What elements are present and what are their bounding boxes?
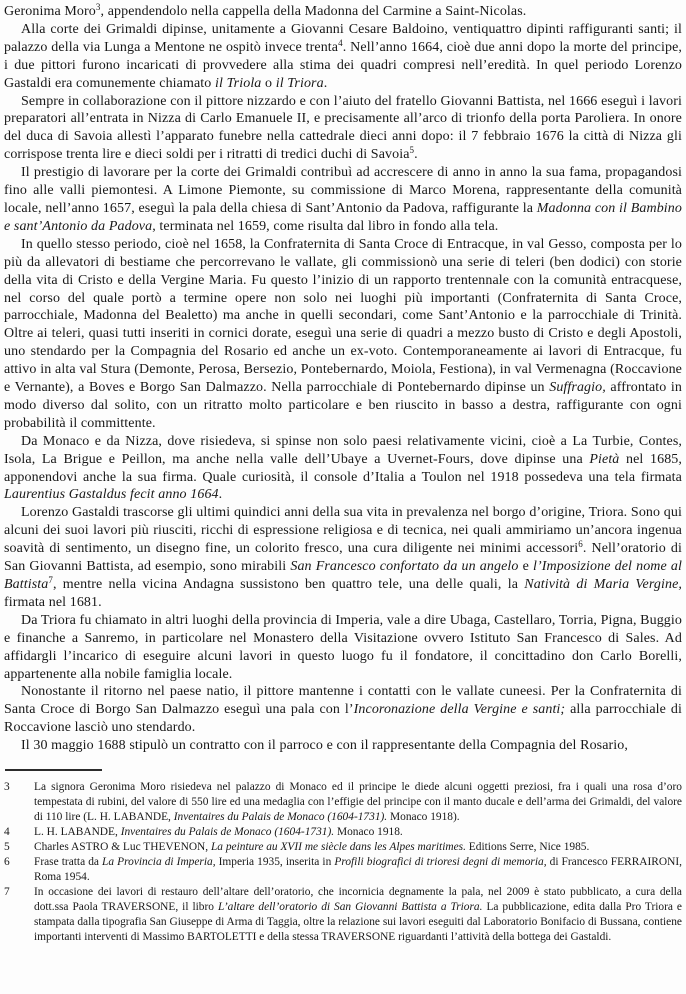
paragraph [4, 683, 682, 737]
text-segment: Geronima Moro [4, 4, 96, 19]
paragraph [4, 93, 682, 165]
text-segment: L’altare dell’oratorio di San Giovanni Battista a Triora. [217, 901, 483, 914]
footnote-number: 5 [4, 841, 10, 854]
footnote-marker: 4 [338, 37, 343, 48]
text-segment: Il 30 maggio 1688 stipulò un contratto con il parroco e con il rappresentante della Compagnia del Rosario, [21, 738, 629, 754]
footnote-number: 7 [4, 886, 10, 899]
text-segment: Suffragio, [549, 380, 606, 396]
text-segment: Lorenzo Gastaldi trascorse gli ultimi quindici anni della sua vita in prevalenza nel borgo d’origine, Triora. Sono qui alcuni dei suoi lavori più riusciti, ricchi di espressione religiosa e di tecnica, nei quali ammiriamo un’ancora ingenua soavità di sentimento, un disegno fine, un colorito fresco, una cura diligente nei minimi accessori [4, 505, 682, 557]
paragraph [4, 3, 682, 21]
text-segment: Pietà [589, 451, 620, 467]
text-segment: Monaco 1918. [334, 826, 403, 839]
text-segment: . Nell’anno 1664, cioè due anni dopo la morte del principe, i due pittori furono incaricati di provvedere alla stima dei quadri compresi nell’eredità. In quel periodo Lorenzo Gastaldi era comunemente chiamato [4, 39, 683, 91]
footnote-marker: 3 [95, 2, 101, 12]
text-segment: , mentre nella vicina Andagna sussistono ben quattro tele, una delle quali, la [52, 577, 525, 592]
text-segment: . [218, 487, 223, 503]
text-segment: La peinture au XVII me siècle dans les Alpes maritimes. [210, 841, 466, 854]
paragraph [4, 164, 682, 236]
text-segment: Alla corte dei Grimaldi dipinse, unitamente a Giovanni Cesare Baldoino, ventiquattro dipinti raffiguranti santi; il palazzo della via Lunga a Mentone ne ospitò invece trenta [4, 21, 682, 55]
footnote-text [34, 780, 682, 825]
paragraph [4, 737, 682, 755]
footnote-marker: 5 [409, 145, 415, 156]
footnote [4, 885, 682, 945]
text-segment: Madonna con il Bambino e sant’Antonio da Padova [4, 200, 682, 234]
text-segment: o [261, 75, 276, 91]
footnote [4, 840, 682, 855]
text-segment: Editions Serre, Nice 1985. [465, 841, 590, 854]
paragraph [4, 21, 682, 93]
paragraph [4, 236, 682, 433]
text-segment: La pubblicazione, edita dalla Pro Triora e stampata dalla tipografia San Giuseppe di Arma di Taggia, oltre la relazione sui lavori eseguiti dal Laboratorio Bonifacio di Bussana, contiene importanti interventi di Massimo BARTOLETTI e della stessa TRAVERSONE riguardanti l’attività della bottega dei Gastaldi. [34, 901, 682, 944]
text-segment: affrontato in modo diverso dal solito, con un ritratto molto particolare e ben riuscito in basso a destra, raffigurante con ogni probabilità il committente. [4, 380, 682, 431]
paragraph [4, 433, 682, 505]
text-segment: il Triola [214, 75, 262, 91]
footnote [4, 780, 682, 825]
body-text [4, 3, 682, 755]
text-segment: Il prestigio di lavorare per la corte dei Grimaldi contribuì ad accrescere di anno in anno la sua fama, propagandosi fino alle valli piemontesi. A Limone Piemonte, su commissione di Marco Morena, rappresentante della comunità locale, nell’anno 1657, eseguì la pala della chiesa di Sant’Antonio da Padova, raffigurante la [4, 165, 682, 216]
text-segment: Nonostante il ritorno nel paese natio, il pittore mantenne i contatti con le vallate cuneesi. Per la Confraternita di Santa Croce di Borgo San Dalmazzo eseguì una pala con l’ [4, 684, 682, 718]
text-segment: In occasione dei lavori di restauro dell’altare dell’oratorio, che incornicia degnamente la pala, nel 2009 è stato pubblicato, a cura della dott.ssa Paola TRAVERSONE, il libro [34, 886, 682, 914]
footnote [4, 855, 682, 885]
footnote [4, 825, 682, 840]
text-segment: Inventaires du Palais de Monaco (1604-1731). [120, 826, 335, 839]
paragraph [4, 504, 682, 611]
text-segment: Inventaires du Palais de Monaco (1604-1731). [173, 811, 388, 824]
text-segment: Natività di Maria Vergine, [524, 577, 682, 592]
text-segment: . [414, 147, 418, 163]
text-segment: L. H. LABANDE, [34, 826, 121, 839]
footnote-text [34, 825, 682, 840]
text-segment: Charles ASTRO & Luc THEVENON, [34, 841, 211, 854]
text-segment: . [323, 75, 328, 91]
footnote-number: 6 [4, 856, 10, 869]
footnote-marker: 7 [48, 575, 53, 585]
text-segment: , terminata nel 1659, come risulta dal libro in fondo alla tela. [152, 218, 499, 234]
text-segment: La signora Geronima Moro risiedeva nel palazzo di Monaco ed il principe le diede alcuni oggetti preziosi, fra i quali una rosa d’oro tempestata di rubini, del valore di 550 lire ed una medaglia con l’effigie del principe con il manto ducale e dell’arma dei Grimaldi, del valore di 110 lire (L. H. LABANDE, [34, 781, 682, 824]
text-segment: , appendendolo nella cappella della Madonna del Carmine a Saint-Nicolas. [100, 4, 527, 19]
text-segment: Laurentius Gastaldus fecit anno 1664 [4, 487, 219, 503]
text-segment: . Nell’oratorio di San Giovanni Battista, ad esempio, sono mirabili [4, 541, 682, 575]
text-segment: Monaco 1918). [387, 811, 460, 824]
footnote-number: 3 [4, 781, 10, 794]
text-segment: Imperia 1935, inserita in [215, 856, 335, 869]
footnotes-section [4, 780, 682, 945]
footnote-separator-rule [5, 769, 102, 771]
text-segment: firmata nel 1681. [4, 594, 102, 610]
text-segment: e [518, 559, 534, 575]
text-segment: La Provincia di Imperia, [102, 856, 216, 869]
text-segment: alla parrocchiale di Roccavione lasciò uno stendardo. [4, 702, 682, 736]
text-segment: di Francesco FERRAIRONI, Roma 1954. [34, 856, 682, 884]
text-segment: Incoronazione della Vergine e santi; [353, 702, 566, 718]
footnote-text [34, 840, 682, 855]
text-segment: Da Triora fu chiamato in altri luoghi della provincia di Imperia, vale a dire Ubaga, Castellaro, Torria, Pigna, Buggio e finanche a Sanremo, in particolare nel Monastero della Visitazione ovvero Istituto San Francesco di Sales. Ad affidargli l’incarico di eseguire alcuni lavori in questo luogo fu il fondatore, il concittadino don Carlo Borelli, appartenente alla nobile famiglia locale. [4, 612, 683, 682]
text-segment: Frase tratta da [34, 856, 103, 869]
text-segment: nel 1685, apponendovi anche la sua firma. Quale curiosità, il console d’Italia a Toulon nel 1918 possedeva una tela firmata [4, 451, 682, 485]
text-segment: l’Imposizione del nome al Battista [4, 559, 683, 592]
footnote-number: 4 [4, 826, 10, 839]
text-segment: Da Monaco e da Nizza, dove risiedeva, si spinse non solo paesi relativamente vicini, cioè a La Turbie, Contes, Isola, La Brigue e Peillon, ma anche nella valle dell’Ubaye a Uvernet-Fours, dove dipinse una [4, 433, 682, 467]
footnote-text [34, 855, 682, 885]
text-segment: il Triora [275, 75, 324, 91]
footnote-text [34, 885, 682, 945]
text-segment: In quello stesso periodo, cioè nel 1658, la Confraternita di Santa Croce di Entracque, in val Gesso, composta per lo più da allevatori di bestiame che percorrevano le vallate, gli commissionò una serie di teleri (ben dodici) con storie della vita di Cristo e della Vergine Maria. Fu questo l’inizio di un rapporto trentennale con la comunità entracquese, nel corso del quale portò a termine opere non solo nei luoghi più importanti (Confraternita di Santa Croce, parrocchiale, Madonna del Bealetto) ma anche in quelli secondari, come Sant’Antonio e la parrocchiale di Trinità. Oltre ai teleri, quasi tutti inseriti in cornici dorate, eseguì una serie di quadri a mezzo busto di Cristo e degli Apostoli, uno stendardo per la Compagnia del Rosario ed anche un ex-voto. Contemporaneamente ai lavori di Entracque, fu attivo in alta val Stura (Demonte, Perosa, Bersezio, Pontebernardo, Moiola, Festiona), in val Vermenagna (Roccavione e Vernante), a Boves e Borgo San Dalmazzo. Nella parrocchiale di Pontebernardo dipinse un [4, 236, 682, 396]
paragraph [4, 612, 682, 684]
text-segment: San Francesco confortato da un angelo [290, 559, 519, 575]
text-segment: Sempre in collaborazione con il pittore nizzardo e con l’aiuto del fratello Giovanni Battista, nel 1666 eseguì i lavori preparatori all’entrata in Nizza di Carlo Emanuele II, e precisamente all’arco di trionfo della porta Paroliera. In onore del duca di Savoia allestì l’apparato funebre nella cattedrale dieci anni dopo: il 7 febbraio 1676 la città di Nizza gli corrispose trenta lire e dieci soldi per i ritratti di tredici duchi di Savoia [4, 93, 682, 163]
footnote-marker: 6 [578, 539, 583, 550]
text-segment: Profili biografici di trioresi degni di memoria, [334, 856, 547, 869]
